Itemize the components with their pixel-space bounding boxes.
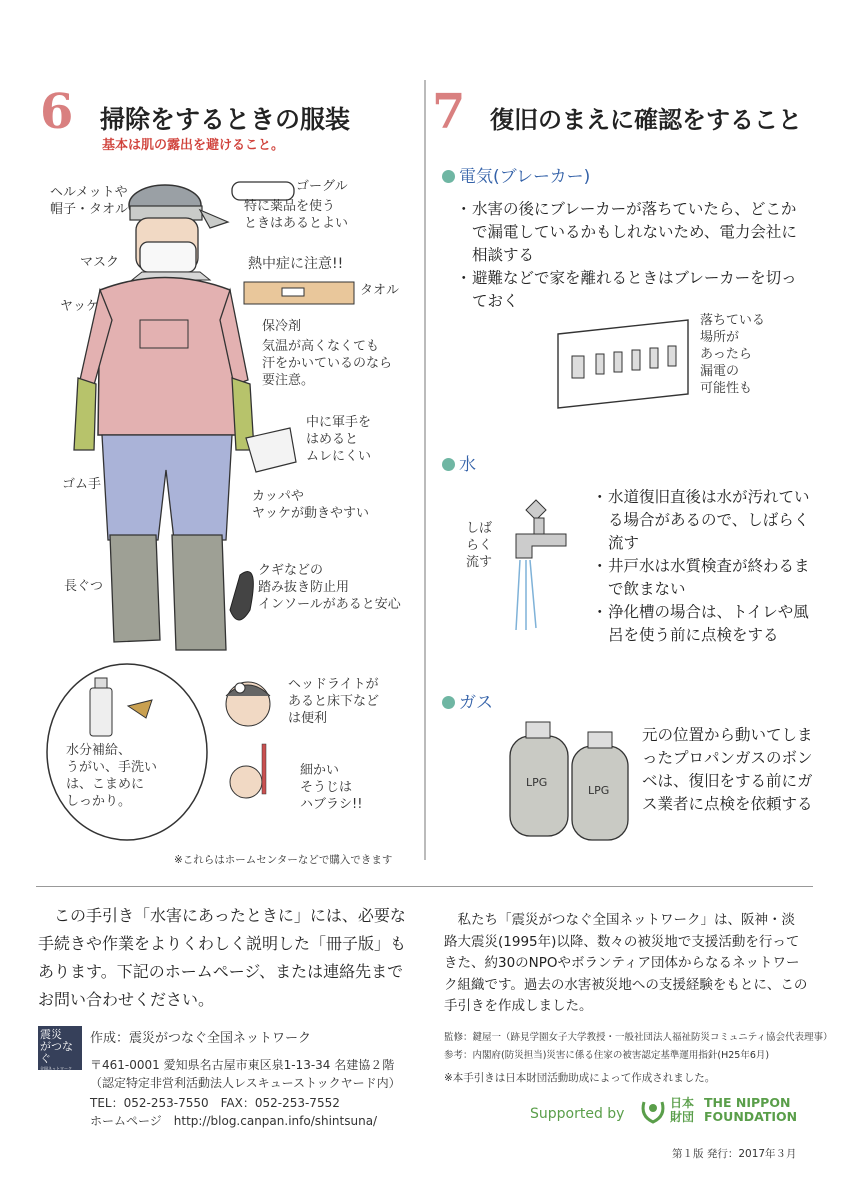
headlight-and-toothbrush: [208, 674, 288, 824]
cylinder-label: LPG: [526, 776, 548, 789]
label-coolant-note: 気温が高くなくても 汗をかいているのなら 要注意。: [262, 339, 393, 388]
footer-left-text: この手引き「水害にあったときに」には、必要な手続きや作業をよりくわしく説明した「冊子版」もあります。下記のホームページ、または連絡先までお問い合わせください。: [38, 906, 407, 1009]
list-item: ・ 避難などで家を離れるときはブレーカーを切っておく: [456, 269, 797, 310]
nippon-foundation-logo-icon: [638, 1096, 668, 1126]
label-goggle-note: 特に薬品を使う ときはあるとよい: [244, 199, 349, 231]
label-insole: クギなどの 踏み抜き防止用 インソールがあると安心: [258, 563, 401, 612]
faucet-illustration: [486, 490, 582, 640]
electric-heading: 電気(ブレーカー): [442, 162, 590, 187]
water-list: [592, 486, 814, 647]
label-toothbrush: 細かい そうじは ハブラシ!!: [300, 763, 363, 812]
org-homepage-link[interactable]: ホームページ http://blog.canpan.info/shintsuna/: [90, 1114, 378, 1128]
section-7-number: 7: [432, 84, 466, 140]
gas-text: 元の位置から動いてしまったプロパンガスのボンベは、復旧をする前にガス業者に点検を依頼する: [642, 726, 813, 813]
label-rubber-gloves: ゴム手: [62, 477, 102, 492]
reference-note: 参考：内閣府(防災担当)災害に係る住家の被害認定基準運用指針(H25年6月): [444, 1050, 770, 1061]
section-6-footnote: ※これらはホームセンターなどで購入できます: [174, 854, 393, 866]
breaker-note: 落ちている 場所が あったら 漏電の 可能性も: [700, 313, 765, 396]
faucet-note: しばらく 流す: [466, 521, 493, 570]
gas-heading: ガス: [442, 688, 493, 713]
label-mask: マスク: [80, 255, 120, 270]
nippon-foundation-jp: 日本 財団: [670, 1096, 695, 1124]
section-6-number: 6: [40, 84, 74, 140]
label-goggle: ゴーグル: [296, 179, 348, 194]
breaker-box-illustration: [548, 314, 698, 414]
label-gloves-note: 中に軍手を はめると ムレにくい: [306, 415, 372, 464]
label-headlight: ヘッドライトが あると床下など は便利: [288, 677, 380, 726]
bullet-dot-icon: [442, 696, 455, 709]
org-address: 〒461-0001 愛知県名古屋市東区泉1-13-34 名建協２階: [90, 1058, 395, 1072]
section-6-title: 掃除をするときの服装: [100, 105, 351, 134]
org-tel-fax: TEL：052-253-7550 FAX：052-253-7552: [90, 1096, 340, 1110]
electric-list: [456, 198, 810, 313]
list-item: ・ 井戸水は水質検査が終わるまで飲まない: [592, 557, 810, 598]
bullet-dot-icon: [442, 458, 455, 471]
label-jacket: ヤッケ: [60, 299, 100, 314]
label-coolant: 保冷剤: [262, 319, 302, 334]
list-item: ・ 浄化槽の場合は、トイレや風呂を使う前に点検をする: [592, 603, 809, 644]
supported-by-label: Supported by: [530, 1106, 625, 1122]
org-logo: 震災 がつなぐ 全国ネットワーク: [38, 1026, 82, 1070]
list-item: ・ 水道復旧直後は水が汚れている場合があるので、しばらく流す: [592, 488, 810, 552]
section-7-title: 復旧のまえに確認をすること: [490, 105, 802, 134]
bullet-dot-icon: [442, 170, 455, 183]
grant-note: ※本手引きは日本財団活動助成によって作成されました。: [444, 1072, 716, 1084]
footer-divider: [36, 886, 813, 887]
supervisor-note: 監修：鍵屋一（跡見学園女子大学教授・一般社団法人福祉防災コミュニティ協会代表理事）: [444, 1032, 833, 1043]
edition-info: 第１版 発行：2017年３月: [672, 1148, 797, 1160]
label-helmet: ヘルメットや 帽子・タオル: [50, 185, 129, 217]
label-heatstroke: 熱中症に注意!!: [248, 256, 344, 272]
label-boots: 長ぐつ: [64, 579, 104, 594]
water-heading: 水: [442, 450, 476, 475]
org-name: 作成：震災がつなぐ全国ネットワーク: [90, 1031, 312, 1046]
column-divider: [424, 80, 426, 860]
gas-cylinder-illustration: [496, 716, 642, 846]
cylinder-label: LPG: [588, 784, 610, 797]
label-towel: タオル: [360, 283, 400, 298]
section-6-subtitle: 基本は肌の露出を避けること。: [102, 138, 285, 153]
nippon-foundation-en: THE NIPPON FOUNDATION: [704, 1095, 798, 1124]
footer-right-text: 私たち「震災がつなぐ全国ネットワーク」は、阪神・淡路大震災(1995年)以降、数々の被災地で支援活動を行ってきた、約30のNPOやボランティア団体からなるネットワーク組織です。過去の水害被災地への支援経験をもとに、この手引きを作成しました。: [444, 912, 808, 1014]
list-item: ・ 水害の後にブレーカーが落ちていたら、どこかで漏電しているかもしれないため、電力会社に相談する: [456, 200, 797, 264]
water-bubble-text: 水分補給、 うがい、手洗い は、こまめに しっかり。: [66, 743, 158, 809]
org-address-2: （認定特定非営利活動法人レスキューストックヤード内）: [90, 1076, 401, 1090]
label-kappa: カッパや ヤッケが動きやすい: [252, 489, 370, 521]
